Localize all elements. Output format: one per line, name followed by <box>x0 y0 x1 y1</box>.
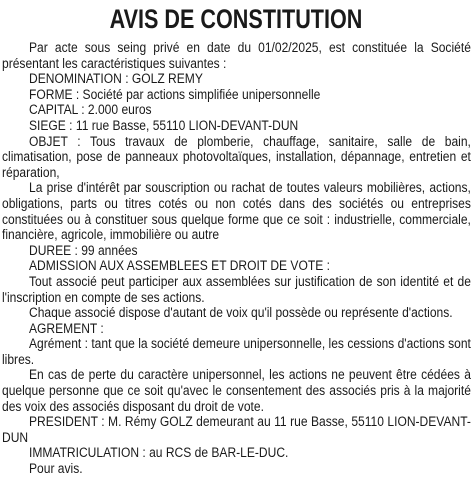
paragraph-agrement: Agrément : tant que la société demeure unipersonnelle, les cessions d'actions sont libres. <box>2 336 471 367</box>
paragraph-admission-heading: ADMISSION AUX ASSEMBLEES ET DROIT DE VOTE : <box>29 258 330 274</box>
paragraph-pour-avis: Pour avis. <box>29 461 83 477</box>
paragraph-intro: Par acte sous seing privé en date du 01/02/2025, est constituée la Société présentant les caractéristiques suivantes : <box>2 40 471 71</box>
paragraph-admission-participation: Tout associé peut participer aux assemblées sur justification de son identité et de l'inscription en compte de ses actions. <box>2 273 471 305</box>
paragraph-droit-vote: Chaque associé dispose d'autant de voix qu'il possède ou représente d'actions. <box>29 305 453 321</box>
paragraph-president: PRESIDENT : M. Rémy GOLZ demeurant au 11 rue Basse, 55110 LION-DEVANT-DUN <box>2 414 471 445</box>
paragraph-immatriculation: IMMATRICULATION : au RCS de BAR-LE-DUC. <box>29 445 289 461</box>
paragraph-siege: SIEGE : 11 rue Basse, 55110 LION-DEVANT-DUN <box>29 117 299 133</box>
paragraph-perte-caractere: En cas de perte du caractère unipersonnel, les actions ne peuvent être cédées à quelque personne que ce soit qu'avec le consentement des associés pris à la majorité des voix des associés disposant du droit de vote. <box>2 367 471 414</box>
notice-title: AVIS DE CONSTITUTION <box>109 4 363 34</box>
paragraph-denomination: DENOMINATION : GOLZ REMY <box>29 71 203 87</box>
paragraph-prise-interet: La prise d'intérêt par souscription ou rachat de toutes valeurs mobilières, actions, obligations, parts ou titres cotés ou non cotés dans des sociétés ou entreprises constituées ou à constituer sous quelque forme que ce soit : industrielle, commerciale, financière, agricole, immobilière ou autre <box>2 180 471 243</box>
paragraph-capital: CAPITAL : 2.000 euros <box>29 102 152 118</box>
paragraph-duree: DUREE : 99 années <box>29 242 138 258</box>
paragraph-agrement-heading: AGREMENT : <box>29 320 104 336</box>
paragraph-forme: FORME : Société par actions simplifiée unipersonnelle <box>29 86 321 102</box>
notice-body <box>2 40 471 477</box>
paragraph-objet: OBJET : Tous travaux de plomberie, chauffage, sanitaire, salle de bain, climatisation, pose de panneaux photovoltaïques, installation, dépannage, entretien et réparation, <box>2 133 471 180</box>
